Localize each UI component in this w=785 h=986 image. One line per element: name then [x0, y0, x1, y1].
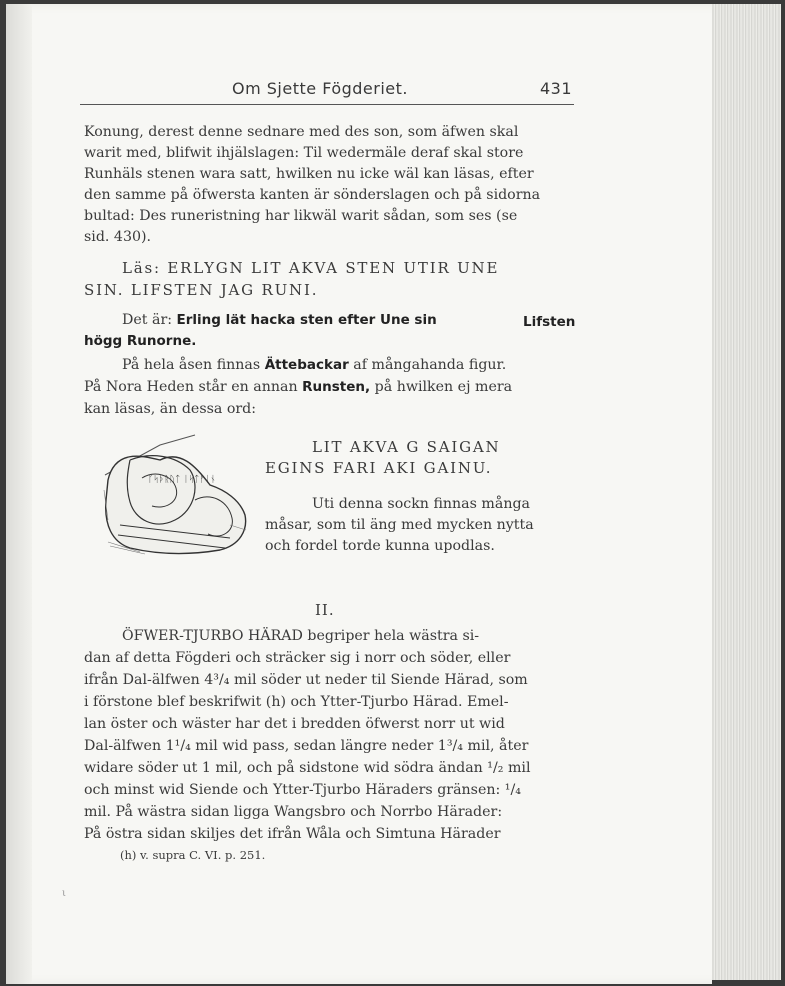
paragraph1-line: Runhäls stenen wara satt, hwilken nu icke wäl kan läsas, efter: [84, 166, 534, 182]
paragraph3-line: mil. På wästra sidan ligga Wangsbro och Norrbo Härader:: [84, 804, 503, 820]
paragraph3-line: lan öster och wäster har det i bredden öfwerst norr ut wid: [84, 716, 505, 732]
text-run: på hwilken ej mera: [374, 379, 513, 395]
paragraph3-line: i förstone blef beskrifwit (h) och Ytter-Tjurbo Härad. Emel-: [84, 694, 509, 710]
paragraph1-line: bultad: Des runeristning har likwäl warit sådan, som ses (se: [84, 208, 518, 224]
page-number: 431: [539, 79, 572, 98]
note-line: måsar, som til äng med mycken nytta: [265, 517, 534, 533]
book-page-edges: [708, 4, 781, 980]
header-rule: [80, 104, 574, 105]
margin-mark: ι: [62, 888, 66, 899]
paragraph2-line: [84, 379, 512, 395]
paragraph3-line: widare söder ut 1 mil, och på sidstone wid södra ändan ¹/₂ mil: [84, 760, 531, 776]
paragraph2-line: kan läsas, än dessa ord:: [84, 401, 257, 417]
paragraph3-line: och minst wid Siende och Ytter-Tjurbo Häraders gränsen: ¹/₄: [84, 782, 521, 798]
paragraph1-line: den samme på öfwersta kanten är sönderslagen och på sidorna: [84, 187, 541, 203]
text-run: På hela åsen finnas: [122, 357, 261, 373]
paragraph1-line: warit med, blifwit ihjälslagen: Til wedermäle deraf skal store: [84, 145, 524, 161]
meaning-line: [122, 312, 437, 328]
paragraph2-line: [122, 357, 506, 373]
text-run: På Nora Heden står en annan: [84, 379, 298, 395]
inscription-line: LIT AKVA G SAIGAN: [312, 438, 501, 456]
bold-term: Runsten,: [302, 379, 371, 395]
paragraph3-line: ÖFWER-TJURBO HÄRAD begriper hela wästra si-: [122, 628, 480, 644]
note-line: Uti denna sockn finnas många: [312, 496, 531, 512]
meaning-bold-text: Erling lät hacka sten efter Une sin: [176, 312, 437, 328]
bold-term: Ättebackar: [264, 357, 349, 373]
text-run: af mångahanda figur.: [353, 357, 507, 373]
running-head-title: Om Sjette Fögderiet.: [232, 79, 408, 98]
rune-reading-line: SIN. LIFSTEN JAG RUNI.: [84, 281, 319, 299]
paragraph3-line: På östra sidan skiljes det ifrån Wåla och Simtuna Härader: [84, 826, 501, 842]
footnote: (h) v. supra C. VI. p. 251.: [120, 848, 266, 862]
paragraph1-line: Konung, derest denne sednare med des son, som äfwen skal: [84, 124, 519, 140]
note-line: och fordel torde kunna upodlas.: [265, 538, 495, 554]
section-number: II.: [315, 601, 335, 619]
meaning-prefix: Det är:: [122, 312, 173, 328]
paragraph3-line: Dal-älfwen 1¹/₄ mil wid pass, sedan längre neder 1³/₄ mil, åter: [84, 738, 529, 754]
runestone-carving-text: ᚴᛋᚦᚱᚢᛏ ᛁᛋᛏᚠᛁᚾ: [148, 475, 216, 485]
inscription-line: EGINS FARI AKI GAINU.: [265, 459, 493, 477]
runestone-illustration: [100, 430, 250, 560]
rune-reading-line: Läs: ERLYGN LIT AKVA STEN UTIR UNE: [122, 259, 500, 277]
paragraph3-line: dan af detta Fögderi och sträcker sig i norr och söder, eller: [84, 650, 511, 666]
meaning-line2: högg Runorne.: [84, 333, 197, 349]
paragraph3-line: ifrån Dal-älfwen 4³/₄ mil söder ut neder til Siende Härad, som: [84, 672, 528, 688]
paragraph1-line: sid. 430).: [84, 229, 152, 245]
meaning-bold-word: Lifsten: [523, 314, 576, 330]
running-head: [232, 79, 572, 101]
page-gutter: [6, 4, 32, 984]
